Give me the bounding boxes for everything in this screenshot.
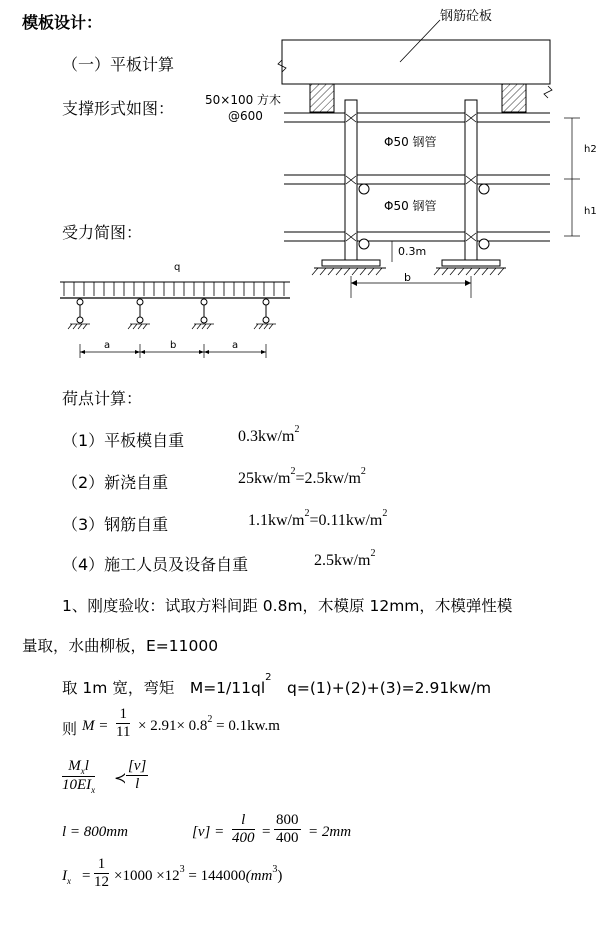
loads-title: 荷点计算： [62, 389, 143, 408]
concrete-slab [282, 40, 550, 84]
timber-spacing: @600 [228, 109, 263, 123]
q-label: q [174, 262, 181, 273]
paragraph-2: 取 1m 宽，弯矩 $M=1/11ql^2$ q=(1)+(2)+(3)=2.91kw/m [62, 672, 492, 697]
load-2: （2）新浇自重 $25kw/m^2=2.5kw/m^2$ [62, 466, 366, 492]
load-1: （1）平板模自重 $0.3kw/m^2$ [62, 424, 300, 450]
dim-a2: a [232, 340, 239, 351]
timber-left [310, 84, 334, 112]
heading: 模板设计： [22, 13, 103, 32]
dim-a1: a [104, 340, 111, 351]
h1-label: h1 [584, 206, 597, 217]
pipe-label-1: Φ50 钢管 [384, 135, 437, 149]
h2-label: h2 [584, 144, 597, 155]
slab-label: 钢筋砼板 [440, 9, 493, 24]
b-label: b [404, 271, 411, 284]
timber-right [502, 84, 526, 112]
pipe-label-2: Φ50 钢管 [384, 199, 437, 213]
load-4: （4）施工人员及设备自重 $2.5kw/m^2$ [62, 548, 376, 574]
support-diagram [0, 0, 609, 300]
paragraph-1-line-1: 1、刚度验收：试取方料间距 0.8m，木模原 12mm，木模弹性模 [62, 597, 513, 615]
paragraph-1-line-2: 量取，水曲柳板，E=11000 [22, 637, 219, 655]
load-3: （3）钢筋自重 $1.1kw/m^2=0.11kw/m^2$ [62, 508, 388, 534]
support-label: 支撑形式如图： [62, 99, 175, 118]
beam-diagram [0, 258, 609, 378]
force-label: 受力简图： [62, 223, 143, 242]
offset-label: 0.3m [398, 245, 427, 258]
section-title: （一）平板计算 [62, 55, 175, 74]
timber-label: 50×100 方木 [205, 93, 282, 107]
dim-b: b [170, 340, 177, 351]
